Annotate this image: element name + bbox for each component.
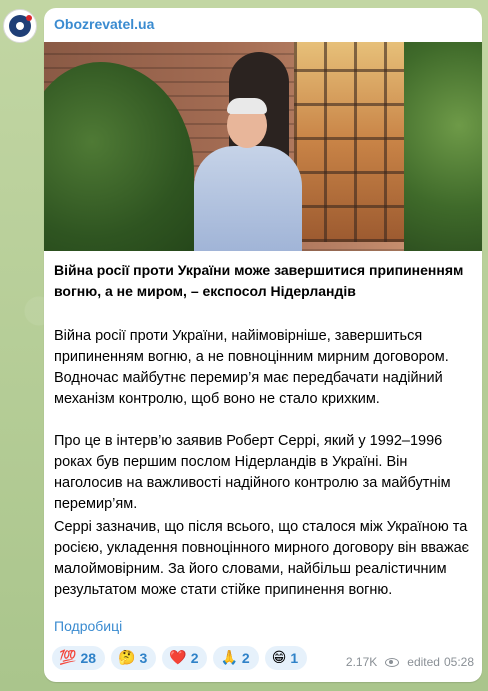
message-time: 05:28 (443, 655, 474, 669)
view-count: 2.17K (345, 655, 378, 669)
photo-person (194, 102, 304, 251)
post-paragraph: Війна росії проти України, найімовірніше, завершиться припиненням вогню, а не повноцінним мирним договором. Водночас майбутнє перемир’я має передбачати надійний механізм контролю, щоб воно не стало крихким. (54, 328, 449, 407)
post-paragraph: Серрі зазначив, що після всього, що сталося між Україною та росією, укладення повноцінного мирного договору він вважає малоймовірним. За його словами, найбільш реалістичним результатом може стати стійке припинення вогню. (54, 519, 470, 598)
heart-icon: ❤️ (169, 650, 187, 666)
channel-avatar[interactable] (3, 9, 37, 43)
reaction-count: 1 (290, 650, 299, 666)
reaction-count: 2 (190, 650, 199, 666)
reaction-count: 2 (241, 650, 250, 666)
reaction-count: 28 (80, 650, 97, 666)
reaction-count: 3 (139, 650, 148, 666)
reaction-grin[interactable] (265, 646, 307, 670)
more-link[interactable]: Подробиці (54, 618, 123, 634)
logo-dot-icon (26, 15, 32, 21)
message-meta (346, 655, 474, 669)
reaction-thinking[interactable] (111, 646, 156, 670)
photo-stained-window (294, 42, 414, 242)
post-headline: Війна росії проти України може завершитися припиненням вогню, а не миром, – експосол Нідерландів (54, 262, 464, 299)
edited-label: edited (407, 655, 440, 669)
reactions-bar (52, 646, 307, 670)
reaction-pray[interactable] (213, 646, 258, 670)
hundred-points-icon: 💯 (59, 650, 77, 666)
grinning-face-icon: 😁 (271, 650, 287, 666)
message-bubble (44, 8, 482, 682)
photo-tree-right (404, 42, 482, 251)
reaction-heart[interactable] (162, 646, 207, 670)
post-photo[interactable] (44, 42, 482, 251)
eye-icon (385, 658, 399, 667)
reaction-hundred[interactable] (52, 646, 105, 670)
thinking-face-icon: 🤔 (118, 650, 136, 666)
post-paragraph: Про це в інтерв’ю заявив Роберт Серрі, який у 1992–1996 роках був першим послом Нідерландів в Україні. Він наголосив на важливості надійного контролю за майбутнім перемир’ям. (54, 433, 451, 512)
folded-hands-icon: 🙏 (220, 650, 238, 666)
channel-name[interactable]: Obozrevatel.ua (54, 16, 155, 32)
